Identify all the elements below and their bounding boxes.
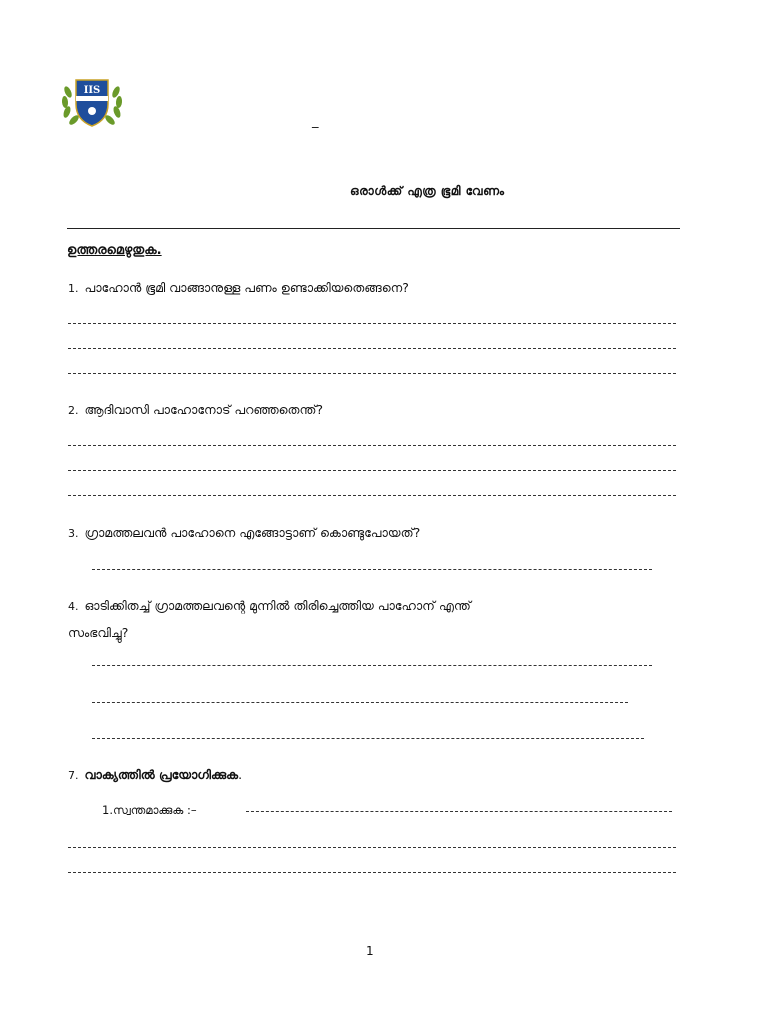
answer-line[interactable] bbox=[92, 569, 652, 570]
page-title: ഒരാൾക്ക് എത്ര ഭൂമി വേണം bbox=[350, 184, 505, 198]
question-number: 1. bbox=[68, 282, 79, 295]
question-number: 2. bbox=[68, 404, 79, 417]
question-text: വാക്യത്തിൽ പ്രയോഗിക്കുക bbox=[84, 767, 239, 782]
answer-line[interactable] bbox=[92, 738, 644, 739]
answer-line[interactable] bbox=[68, 847, 676, 848]
question-2 bbox=[68, 397, 323, 424]
question-text: ഓടിക്കിതച്ച് ഗ്രാമത്തലവന്റെ മുന്നിൽ തിരിച്ചെത്തിയ പാഹോന് എന്ത് bbox=[84, 598, 471, 613]
answer-line[interactable] bbox=[68, 373, 676, 374]
question-text: ഗ്രാമത്തലവൻ പാഹോനെ എങ്ങോട്ടാണ് കൊണ്ടുപോയത്? bbox=[84, 525, 421, 540]
section-heading: ഉത്തരമെഴുതുക. bbox=[67, 243, 162, 258]
question-number: 3. bbox=[68, 527, 79, 540]
answer-line[interactable] bbox=[68, 323, 676, 324]
question-7 bbox=[68, 762, 242, 789]
answer-line[interactable] bbox=[92, 665, 652, 666]
answer-line[interactable] bbox=[246, 811, 672, 812]
question-suffix: . bbox=[238, 767, 243, 782]
answer-line[interactable] bbox=[92, 702, 628, 703]
answer-line[interactable] bbox=[68, 470, 676, 471]
page-number: 1 bbox=[366, 944, 374, 958]
school-crest-icon bbox=[60, 74, 124, 130]
question-1 bbox=[68, 275, 409, 302]
question-text: പാഹോൻ ഭൂമി വാങ്ങാനുള്ള പണം ഉണ്ടാക്കിയതെങ്ങനെ? bbox=[84, 280, 409, 295]
question-4 bbox=[68, 593, 668, 646]
sub-item-label: 1.സ്വന്തമാക്കുക :– bbox=[102, 803, 197, 817]
question-text-continued: സംഭവിച്ചു? bbox=[68, 625, 129, 640]
answer-line[interactable] bbox=[68, 445, 676, 446]
school-logo bbox=[60, 74, 124, 130]
question-text: ആദിവാസി പാഹോനോട് പറഞ്ഞതെന്ത്? bbox=[84, 402, 324, 417]
header-dash: _ bbox=[312, 114, 319, 129]
svg-text:IIS: IIS bbox=[83, 85, 101, 96]
answer-line[interactable] bbox=[68, 495, 676, 496]
question-number: 7. bbox=[68, 769, 79, 782]
question-number: 4. bbox=[68, 600, 79, 613]
title-divider bbox=[67, 228, 680, 229]
answer-line[interactable] bbox=[68, 348, 676, 349]
answer-line[interactable] bbox=[68, 872, 676, 873]
question-3 bbox=[68, 520, 420, 547]
